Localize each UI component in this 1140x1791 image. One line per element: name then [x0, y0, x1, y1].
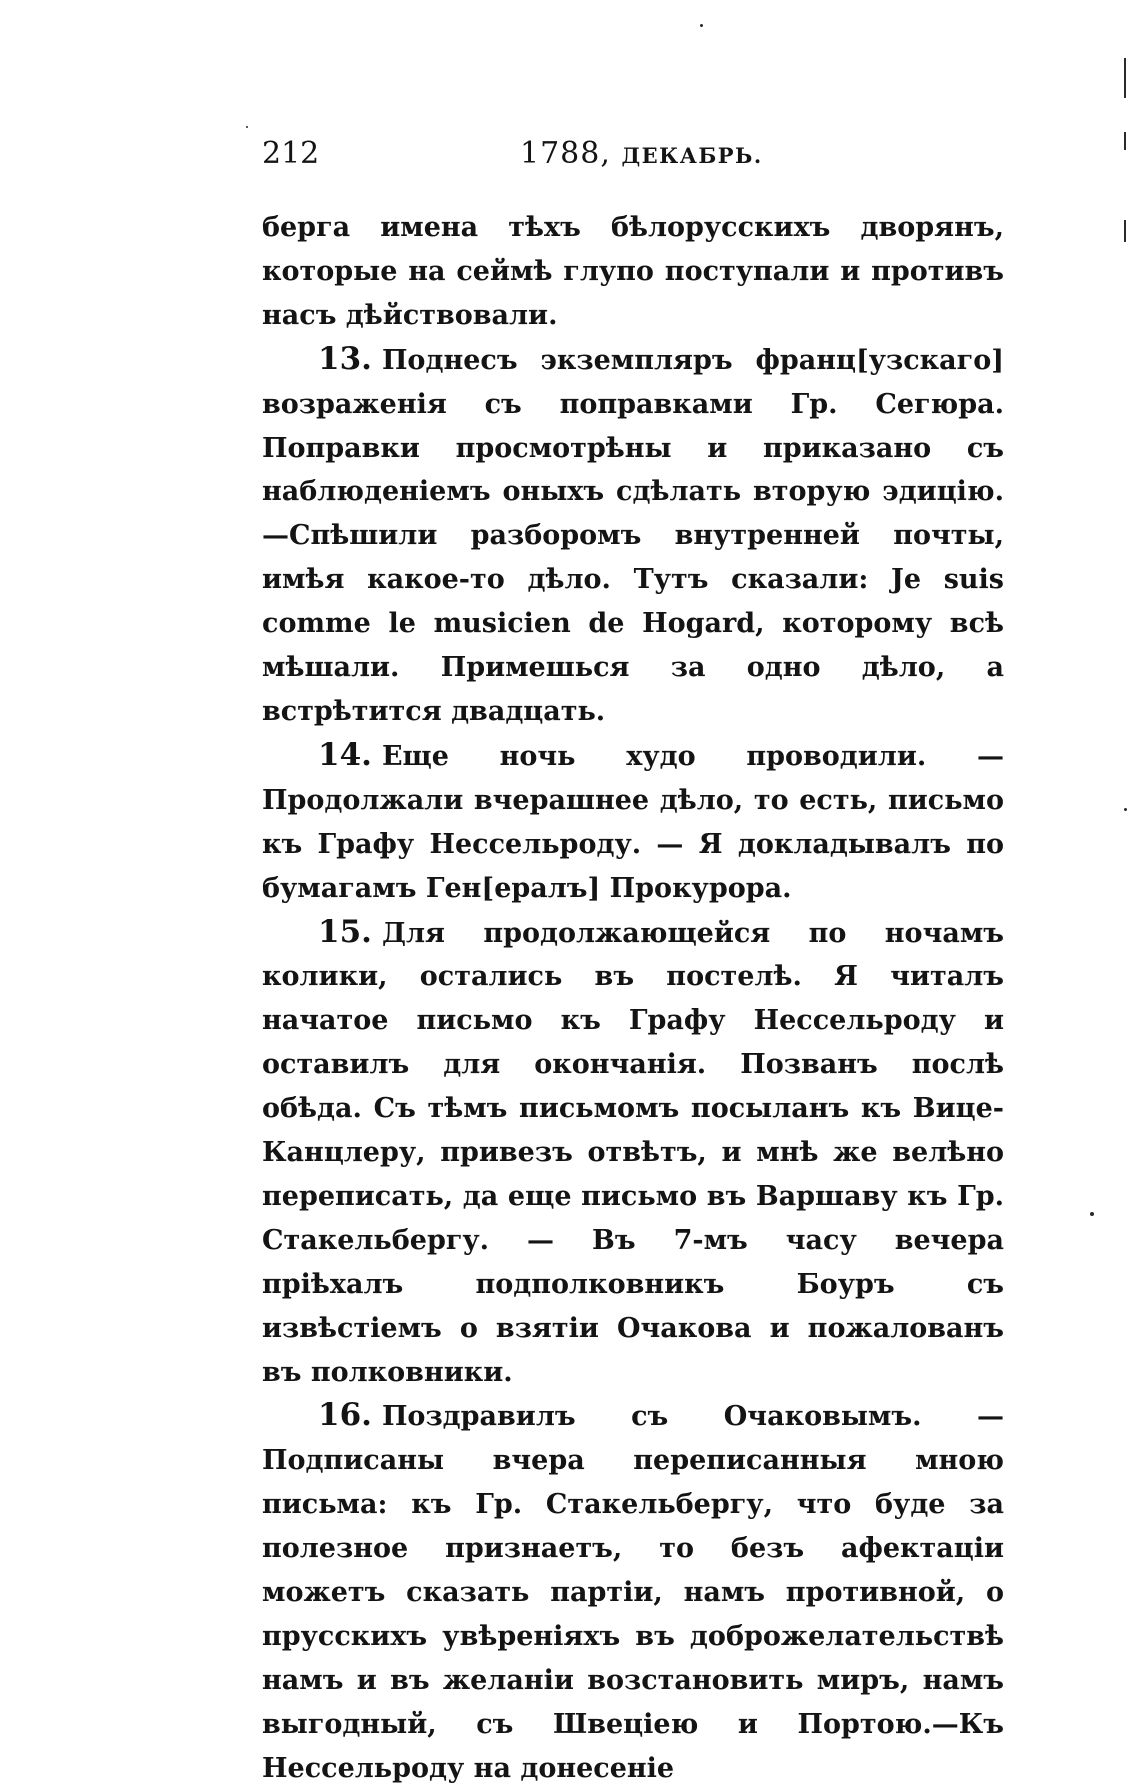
page-number: 212: [262, 136, 320, 171]
diary-entry-16: [262, 1394, 1004, 1790]
entry-day-number: 13.: [318, 340, 372, 377]
page-body: [262, 206, 1004, 1791]
entry-text: Поздравилъ съ Очаковымъ. — Подписаны вчера переписанныя мною письма: къ Гр. Стакельбергу, что буде за полезное признаетъ, то безъ афектаціи можетъ сказать партіи, намъ противной, о прусскихъ увѣреніяхъ въ доброжелательствѣ намъ и въ желаніи возстановить миръ, намъ выгодный, съ Швеціею и Портою.—Къ Нессельроду на донесеніе: [262, 1401, 1004, 1784]
entry-text: Еще ночь худо проводили. — Продолжали вчерашнее дѣло, то есть, письмо къ Графу Нессельроду. — Я докладывалъ по бумагамъ Ген[ералъ] Прокурора.: [262, 740, 1004, 904]
scan-mark: [1124, 132, 1126, 150]
page-header: [262, 134, 1002, 174]
running-head-month: ДЕКАБРЬ.: [621, 143, 763, 168]
scan-mark: [1124, 808, 1127, 811]
diary-entry-15: [262, 911, 1004, 1395]
diary-entry-13: [262, 338, 1004, 734]
running-head: [520, 134, 763, 176]
entry-text: Для продолжающейся по ночамъ колики, остались въ постелѣ. Я читалъ начатое письмо къ Графу Нессельроду и оставилъ для окончанія. Позванъ послѣ обѣда. Съ тѣмъ письмомъ посыланъ къ Вице-Канцлеру, привезъ отвѣтъ, и мнѣ же велѣно переписать, да еще письмо въ Варшаву къ Гр. Стакельбергу. — Въ 7-мъ часу вечера пріѣхалъ подполковникъ Боуръ съ извѣстіемъ о взятіи Очакова и пожалованъ въ полковники.: [262, 917, 1004, 1388]
running-head-year: 1788,: [520, 136, 611, 171]
entry-day-number: 15.: [318, 913, 372, 950]
scan-mark: [1124, 58, 1126, 98]
entry-day-number: 16.: [318, 1397, 372, 1434]
scan-mark: [1124, 220, 1126, 242]
entry-day-number: 14.: [318, 736, 372, 773]
entry-text: Поднесъ экземпляръ франц[узскаго] возраженія съ поправками Гр. Сегюра. Поправки просмотрѣны и приказано съ наблюденіемъ оныхъ сдѣлать вторую эдицію.—Спѣшили разборомъ внутренней почты, имѣя какое-то дѣло. Тутъ сказали: Je suis comme le musicien de Hogard, которому всѣ мѣшали. Примешься за одно дѣло, а встрѣтится двадцать.: [262, 344, 1004, 727]
scan-mark: [246, 126, 248, 128]
scan-mark: [1090, 1212, 1094, 1216]
diary-entry-14: [262, 734, 1004, 911]
continued-paragraph: берга имена тѣхъ бѣлорусскихъ дворянъ, которые на сеймѣ глупо поступали и противъ насъ дѣйствовали.: [262, 212, 1004, 331]
scan-mark: [700, 24, 703, 27]
